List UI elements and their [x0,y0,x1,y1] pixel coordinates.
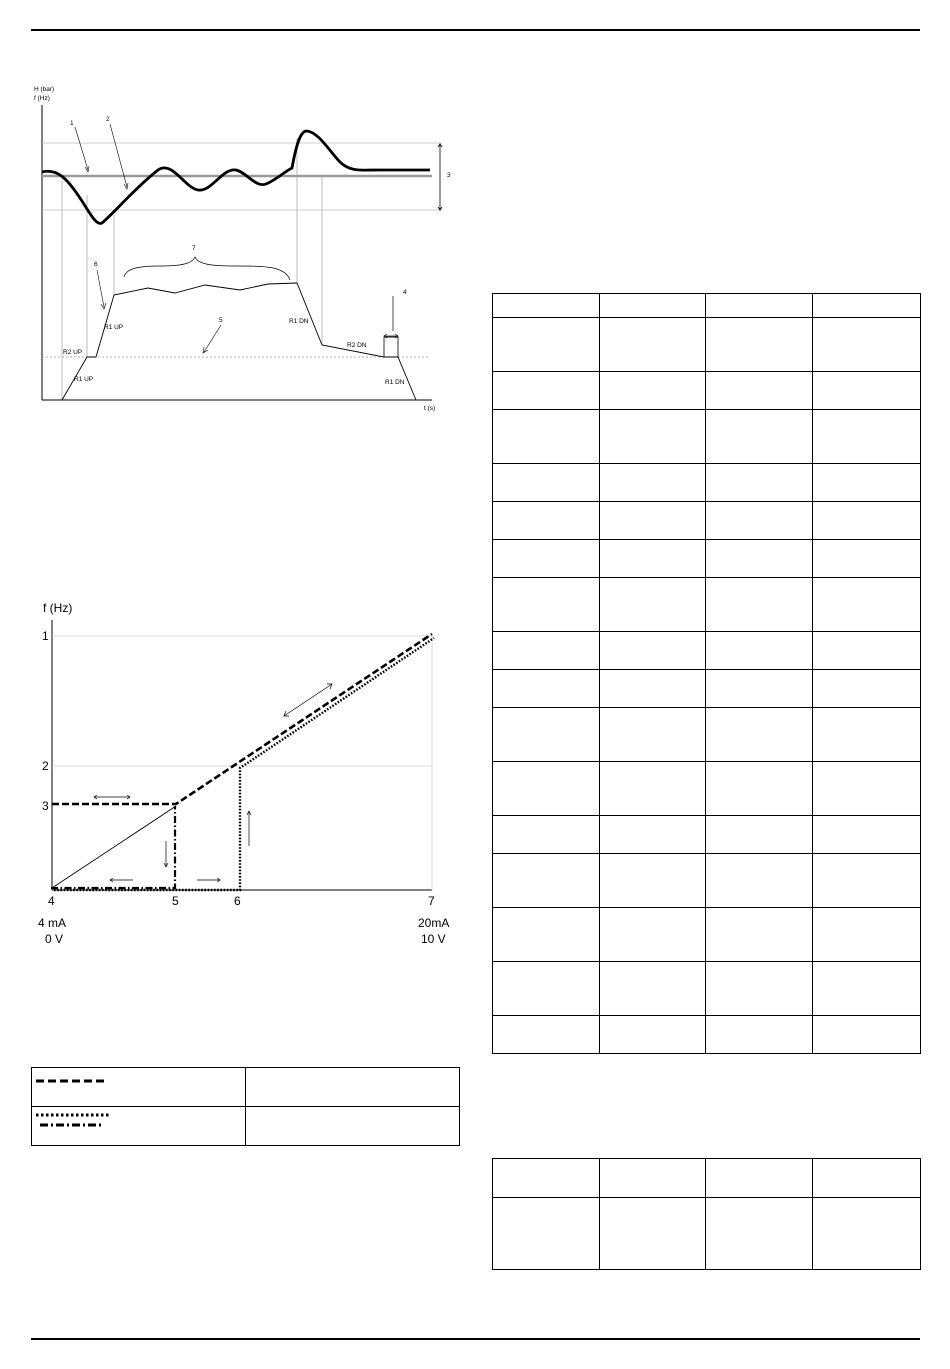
table-cell [600,502,706,540]
table-row [493,372,921,410]
frequency-input-chart [28,596,458,956]
table-cell [493,762,600,816]
table-cell [813,908,921,962]
table-cell [600,1016,706,1054]
series-dashed-line [52,634,432,804]
label-r1-dn-lower: R1 DN [385,379,405,386]
time-guides [62,138,322,400]
callout-7-brace [124,257,290,280]
callout-5: 5 [219,317,223,324]
table-cell [706,578,813,632]
table-cell [813,578,921,632]
table-cell [706,502,813,540]
fig1-axes [42,105,432,400]
table-cell [813,1198,921,1270]
table-cell [706,908,813,962]
table-row [493,464,921,502]
fig1-x-label: t (s) [424,405,436,412]
table-row [493,962,921,1016]
table-cell [706,854,813,908]
delay-box [384,337,398,357]
table-cell [706,962,813,1016]
table-row [493,670,921,708]
table-cell [493,1016,600,1054]
fig1-y-label-frequency: f (Hz) [34,95,50,102]
table-cell [706,762,813,816]
table-cell [493,908,600,962]
y-tick-label-1: 1 [42,629,49,643]
label-r1-up-upper: R1 UP [104,324,124,331]
table-cell [813,816,921,854]
table-cell [493,294,600,318]
table-cell [600,854,706,908]
series-dash-dot-line [51,806,175,888]
table-cell [813,464,921,502]
table-cell [600,294,706,318]
table-row [493,410,921,464]
footer-rule [31,1338,920,1340]
table-cell [493,410,600,464]
table-cell [493,372,600,410]
table-cell [493,1159,600,1198]
dash-dot-line-symbol [40,1120,120,1130]
callout-3: 3 [447,172,451,179]
table-cell [600,1198,706,1270]
table-cell [600,708,706,762]
table-cell [493,816,600,854]
legend-description-cell [246,1068,460,1107]
dashed-line-symbol [36,1074,116,1088]
table-row [493,502,921,540]
table-cell [493,670,600,708]
table-cell [493,854,600,908]
table-cell [600,540,706,578]
table-cell [493,540,600,578]
chart-frame [52,620,432,890]
direction-arrows [94,684,332,882]
callout-2: 2 [106,116,110,123]
table-cell [813,294,921,318]
table-cell [493,578,600,632]
table-cell [813,670,921,708]
table-cell [706,464,813,502]
label-r1-dn-upper: R1 DN [289,318,309,325]
table-cell [600,578,706,632]
table-row [493,1016,921,1054]
legend-row [32,1107,460,1146]
x-tick-label-5: 5 [172,894,179,908]
table-cell [600,372,706,410]
legend-description-cell [246,1107,460,1146]
table-cell [706,708,813,762]
table-cell [813,410,921,464]
table-cell [813,372,921,410]
table-cell [813,762,921,816]
secondary-table [492,1158,921,1270]
x-label-10v: 10 V [421,932,446,946]
table-row [493,854,921,908]
x-label-20ma: 20mA [418,916,450,930]
y-tick-label-2: 2 [42,759,49,773]
table-cell [493,502,600,540]
label-r2-dn: R2 DN [347,342,367,349]
table-cell [706,540,813,578]
table-cell [813,854,921,908]
table-row [493,762,921,816]
table-cell [600,1159,706,1198]
callout-3-bracket [438,144,442,210]
callout-4-arrow [384,296,398,338]
table-row [493,1159,921,1198]
table-cell [600,762,706,816]
table-cell [813,1159,921,1198]
table-cell [706,372,813,410]
chart-gridlines [52,636,432,890]
table-cell [813,1016,921,1054]
table-row [493,540,921,578]
legend-row [32,1068,460,1107]
label-r2-up: R2 UP [63,349,83,356]
parameter-table [492,293,921,1054]
table-cell [706,670,813,708]
chart-y-label: f (Hz) [43,601,73,615]
callout-leaders [75,124,221,353]
callout-7: 7 [192,245,196,252]
header-rule [31,29,920,31]
table-cell [706,816,813,854]
table-cell [600,816,706,854]
y-tick-label-3: 3 [42,799,49,813]
table-cell [706,294,813,318]
table-cell [813,632,921,670]
x-label-4ma: 4 mA [38,916,67,930]
table-cell [493,1198,600,1270]
table-cell [600,632,706,670]
table-row [493,578,921,632]
table-cell [600,464,706,502]
table-cell [706,1016,813,1054]
table-cell [600,908,706,962]
table-cell [706,1159,813,1198]
fig1-y-label-pressure: H (bar) [34,86,55,93]
label-r1-up-lower: R1 UP [74,376,94,383]
table-cell [706,318,813,372]
table-cell [493,708,600,762]
table-row [493,816,921,854]
x-tick-label-6: 6 [234,894,241,908]
table-row [493,294,921,318]
series-dotted-line [54,638,434,890]
callout-6: 6 [94,261,98,268]
legend-symbol-cell [32,1107,246,1146]
pressure-frequency-time-diagram [28,80,451,420]
table-cell [493,632,600,670]
series-solid-line [52,806,176,888]
table-cell [493,464,600,502]
table-cell [493,318,600,372]
callout-4: 4 [403,289,407,296]
legend-symbol-cell [32,1068,246,1107]
table-row [493,1198,921,1270]
table-cell [600,962,706,1016]
x-label-0v: 0 V [45,932,64,946]
table-cell [493,962,600,1016]
table-cell [706,410,813,464]
pressure-curve [42,131,430,223]
table-row [493,708,921,762]
table-cell [600,318,706,372]
table-cell [813,540,921,578]
x-tick-label-7: 7 [428,894,435,908]
table-cell [600,410,706,464]
dotted-line-symbol [36,1110,116,1120]
table-cell [813,318,921,372]
callout-1: 1 [70,120,74,127]
table-row [493,632,921,670]
table-row [493,908,921,962]
table-cell [813,708,921,762]
table-row [493,318,921,372]
x-tick-label-4: 4 [48,894,55,908]
table-cell [813,962,921,1016]
line-style-legend-table [31,1067,460,1146]
table-cell [706,1198,813,1270]
table-cell [813,502,921,540]
table-cell [600,670,706,708]
table-cell [706,632,813,670]
